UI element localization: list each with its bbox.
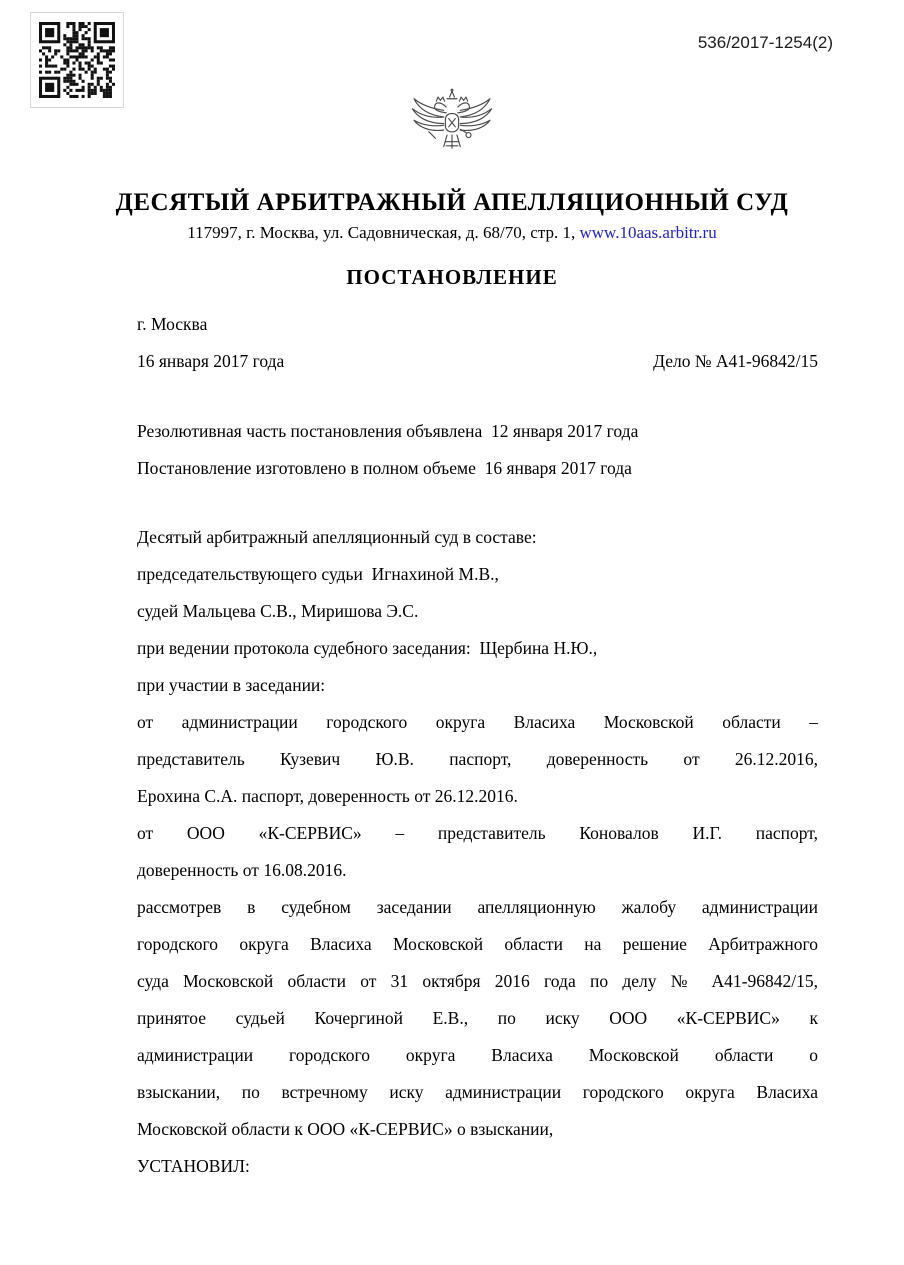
case-number: Дело № А41-96842/15	[653, 351, 818, 371]
court-address	[0, 223, 904, 243]
text-line: председательствующего судьи Игнахиной М.В.,	[137, 564, 499, 584]
text-line: суда Московской области от 31 октября 2016 года по делу № А41-96842/15,	[137, 971, 818, 991]
text-line: от администрации городского округа Власиха Московской области –	[137, 712, 818, 732]
text-line: судей Мальцева С.В., Миришова Э.С.	[137, 601, 419, 621]
document-title: ПОСТАНОВЛЕНИЕ	[346, 265, 558, 289]
text-line: от ООО «К-СЕРВИС» – представитель Коновалов И.Г. паспорт,	[137, 823, 818, 843]
date-case-row	[137, 343, 818, 380]
qr-code	[30, 12, 124, 108]
address-text: 117997, г. Москва, ул. Садовническая, д. 68/70, стр. 1,	[187, 223, 580, 242]
text-line: администрации городского округа Власиха Московской области о	[137, 1045, 818, 1065]
text-line: представитель Кузевич Ю.В. паспорт, доверенность от 26.12.2016,	[137, 749, 818, 769]
text-line: Ерохина С.А. паспорт, доверенность от 26.12.2016.	[137, 786, 518, 806]
text-line: Московской области к ООО «К-СЕРВИС» о взыскании,	[137, 1119, 554, 1139]
place-line: г. Москва	[137, 314, 208, 334]
coat-of-arms-icon	[409, 88, 495, 164]
announcement-block	[137, 413, 818, 487]
text-line: взыскании, по встречному иску администрации городского округа Власиха	[137, 1082, 818, 1102]
text-line: Резолютивная часть постановления объявлена 12 января 2017 года	[137, 421, 639, 441]
document-body	[137, 306, 818, 1185]
text-line: принятое судьей Кочергиной Е.В., по иску ООО «К-СЕРВИС» к	[137, 1008, 818, 1028]
text-line: городского округа Власиха Московской области на решение Арбитражного	[137, 934, 818, 954]
text-line: Десятый арбитражный апелляционный суд в составе:	[137, 527, 537, 547]
decision-date: 16 января 2017 года	[137, 351, 285, 371]
text-line: доверенность от 16.08.2016.	[137, 860, 347, 880]
text-line: Постановление изготовлено в полном объеме 16 января 2017 года	[137, 458, 632, 478]
court-name: ДЕСЯТЫЙ АРБИТРАЖНЫЙ АПЕЛЛЯЦИОННЫЙ СУД	[115, 189, 789, 216]
document-number: 536/2017-1254(2)	[697, 33, 833, 52]
main-text-block	[137, 519, 818, 1185]
text-line: при участии в заседании:	[137, 675, 326, 695]
text-line: УСТАНОВИЛ:	[137, 1156, 250, 1176]
text-line: при ведении протокола судебного заседания: Щербина Н.Ю.,	[137, 638, 598, 658]
qr-code-icon	[39, 22, 115, 98]
website-link[interactable]: www.10aas.arbitr.ru	[579, 223, 717, 242]
text-line: рассмотрев в судебном заседании апелляционную жалобу администрации	[137, 897, 818, 917]
